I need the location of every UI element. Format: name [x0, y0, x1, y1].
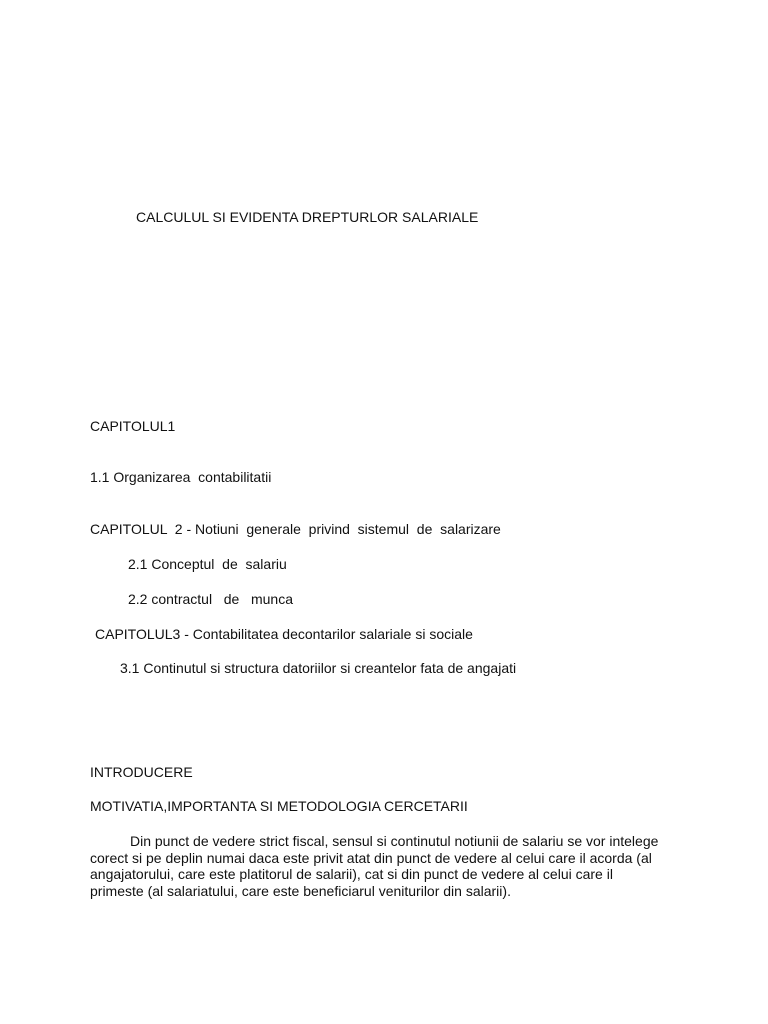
- toc-chapter-3: CAPITOLUL3 - Contabilitatea decontarilor salariale si sociale: [95, 626, 473, 642]
- intro-heading: INTRODUCERE: [90, 764, 193, 780]
- toc-item-2-2: 2.2 contractul de munca: [128, 591, 293, 607]
- toc-item-2-1: 2.1 Conceptul de salariu: [128, 556, 287, 572]
- toc-chapter-1: CAPITOLUL1: [90, 418, 176, 434]
- intro-subheading: MOTIVATIA,IMPORTANTA SI METODOLOGIA CERCETARII: [90, 798, 468, 814]
- toc-item-1-1: 1.1 Organizarea contabilitatii: [90, 469, 272, 485]
- document-title: CALCULUL SI EVIDENTA DREPTURLOR SALARIALE: [136, 209, 479, 225]
- toc-chapter-2: CAPITOLUL 2 - Notiuni generale privind sistemul de salarizare: [90, 521, 501, 537]
- intro-paragraph: Din punct de vedere strict fiscal, sensul si continutul notiunii de salariu se vor intelege corect si pe deplin numai daca este privit atat din punct de vedere al celui care il acorda (al angajatorului, care este platitorul de salarii), cat si din punct de vedere al celui care il primeste (al salariatului, care este beneficiarul veniturilor din salarii).: [90, 833, 659, 899]
- toc-item-3-1: 3.1 Continutul si structura datoriilor si creantelor fata de angajati: [120, 660, 517, 676]
